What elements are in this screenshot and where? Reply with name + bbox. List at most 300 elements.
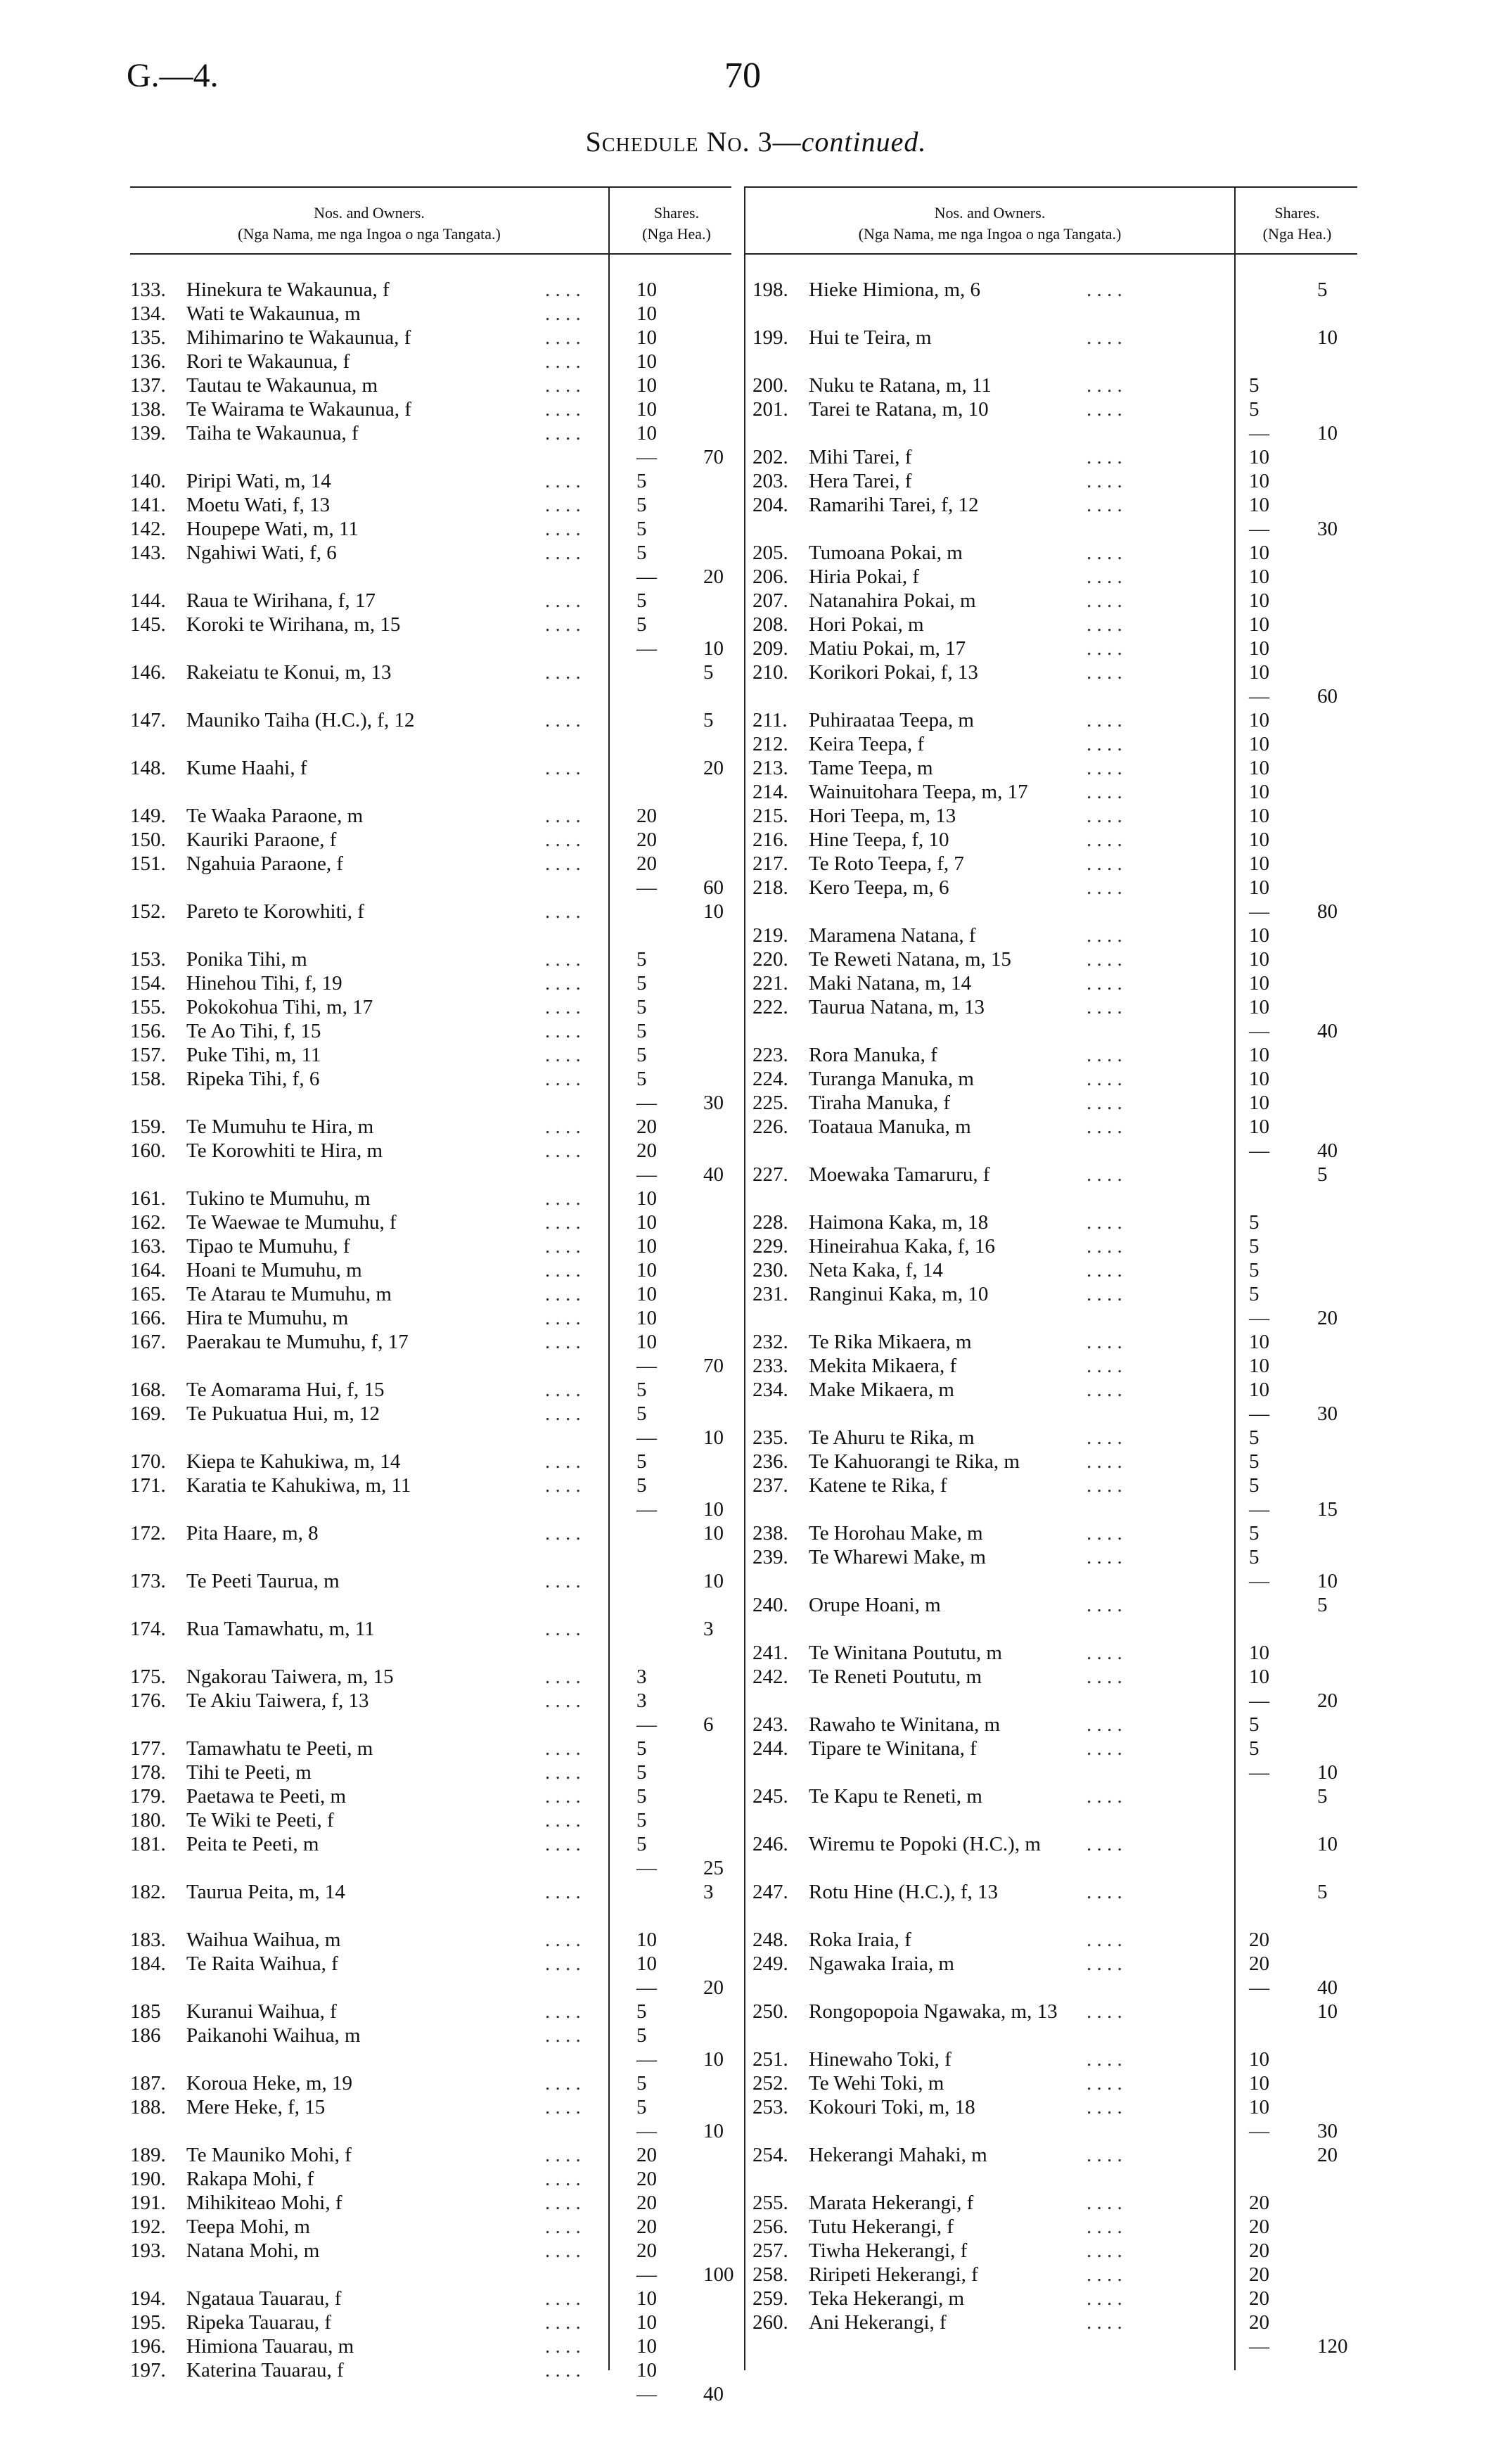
owner-number: 217. xyxy=(752,852,788,875)
subtotal-dash: — xyxy=(636,1976,657,1999)
owner-number: 170. xyxy=(130,1450,166,1473)
share-value: 5 xyxy=(1249,1450,1260,1473)
owner-name: Tamawhatu te Peeti, m xyxy=(186,1737,373,1760)
row-spacer xyxy=(752,1617,1357,1641)
owner-row xyxy=(752,1832,1357,1856)
row-spacer xyxy=(130,1641,742,1665)
share-value: 5 xyxy=(636,2000,647,2023)
owner-row xyxy=(130,1258,742,1282)
owner-row xyxy=(130,1115,742,1139)
row-spacer xyxy=(752,1904,1357,1928)
leader-dots: . . . . xyxy=(545,2216,581,2238)
row-spacer xyxy=(130,780,742,804)
owner-name: Tiwha Hekerangi, f xyxy=(809,2239,968,2262)
leader-dots: . . . . xyxy=(545,1450,581,1473)
total-value: 20 xyxy=(703,565,724,588)
share-value: 10 xyxy=(636,1331,657,1353)
head-rule-left xyxy=(130,253,731,255)
share-value: 5 xyxy=(1249,1737,1260,1760)
owner-row xyxy=(752,1378,1357,1402)
owner-number: 160. xyxy=(130,1139,166,1162)
owner-name: Ani Hekerangi, f xyxy=(809,2311,947,2334)
owner-number: 220. xyxy=(752,948,788,971)
share-value: 5 xyxy=(636,948,647,971)
owner-number: 188. xyxy=(130,2096,166,2118)
share-value: 20 xyxy=(636,1115,657,1138)
owner-name: Keira Teepa, f xyxy=(809,733,925,755)
owner-row xyxy=(130,2191,742,2215)
owner-row xyxy=(752,1210,1357,1234)
left-shares-header xyxy=(610,203,743,245)
owner-row xyxy=(752,1163,1357,1187)
owner-number: 198. xyxy=(752,279,788,301)
owner-name: Tihi te Peeti, m xyxy=(186,1761,312,1784)
divider-center xyxy=(744,186,745,2370)
owner-number: 200. xyxy=(752,374,788,397)
total-value: 80 xyxy=(1317,900,1338,923)
leader-dots: . . . . xyxy=(1087,1163,1122,1186)
owner-row xyxy=(130,708,742,732)
leader-dots: . . . . xyxy=(1087,1713,1122,1736)
subtotal-dash: — xyxy=(1249,1689,1269,1712)
owner-row xyxy=(752,780,1357,804)
subtotal-dash: — xyxy=(1249,422,1269,445)
schedule-title xyxy=(0,125,1512,158)
share-value: 20 xyxy=(1249,2287,1269,2310)
owner-row xyxy=(130,2334,742,2358)
owner-name: Roka Iraia, f xyxy=(809,1929,911,1951)
owner-number: 209. xyxy=(752,637,788,660)
leader-dots: . . . . xyxy=(1087,542,1122,564)
owner-number: 166. xyxy=(130,1307,166,1329)
owner-row xyxy=(752,1282,1357,1306)
owner-name: Te Wehi Toki, m xyxy=(809,2072,944,2095)
owner-row xyxy=(130,2239,742,2263)
share-value: 10 xyxy=(1249,781,1269,803)
share-value: 10 xyxy=(1249,1044,1269,1066)
subtotal-dash: — xyxy=(1249,1139,1269,1162)
owner-number: 155. xyxy=(130,996,166,1018)
owner-number: 152. xyxy=(130,900,166,923)
owner-row xyxy=(752,732,1357,756)
owner-name: Te Korowhiti te Hira, m xyxy=(186,1139,383,1162)
owner-name: Tarei te Ratana, m, 10 xyxy=(809,398,989,421)
total-value: 10 xyxy=(703,900,724,923)
leader-dots: . . . . xyxy=(545,1187,581,1210)
owner-name: Rawaho te Winitana, m xyxy=(809,1713,1001,1736)
leader-dots: . . . . xyxy=(545,1666,581,1688)
owner-name: Maramena Natana, f xyxy=(809,924,976,947)
total-value: 70 xyxy=(703,446,724,468)
share-value: 5 xyxy=(636,613,647,636)
subtotal-row xyxy=(752,2119,1357,2143)
owner-name: Mekita Mikaera, f xyxy=(809,1355,957,1377)
owner-name: Hera Tarei, f xyxy=(809,470,912,492)
owner-number: 164. xyxy=(130,1259,166,1281)
total-value: 5 xyxy=(1317,1163,1328,1186)
total-value: 10 xyxy=(703,1522,724,1545)
owner-row xyxy=(130,660,742,684)
owner-row xyxy=(752,469,1357,493)
leader-dots: . . . . xyxy=(545,422,581,445)
title-prefix: Schedule No. xyxy=(585,126,750,158)
owner-name: Haimona Kaka, m, 18 xyxy=(809,1211,989,1234)
owner-name: Taurua Peita, m, 14 xyxy=(186,1881,345,1903)
leader-dots: . . . . xyxy=(1087,1785,1122,1808)
subtotal-row xyxy=(752,1402,1357,1426)
owner-name: Matiu Pokai, m, 17 xyxy=(809,637,966,660)
owner-name: Waihua Waihua, m xyxy=(186,1929,341,1951)
owner-number: 135. xyxy=(130,326,166,349)
owner-row xyxy=(752,2143,1357,2167)
owner-number: 154. xyxy=(130,972,166,995)
subtotal-row xyxy=(130,1976,742,2000)
owner-row xyxy=(130,2215,742,2239)
subtotal-dash: — xyxy=(1249,1307,1269,1329)
total-value: 5 xyxy=(1317,279,1328,301)
owner-number: 180. xyxy=(130,1809,166,1832)
owner-number: 139. xyxy=(130,422,166,445)
owner-number: 142. xyxy=(130,518,166,540)
subtotal-row xyxy=(130,876,742,900)
owner-row xyxy=(130,541,742,565)
owner-number: 149. xyxy=(130,805,166,827)
share-value: 10 xyxy=(1249,1666,1269,1688)
row-spacer xyxy=(752,2024,1357,2047)
owner-row xyxy=(130,1210,742,1234)
leader-dots: . . . . xyxy=(1087,996,1122,1018)
total-value: 40 xyxy=(703,2383,724,2405)
row-spacer xyxy=(130,1904,742,1928)
owner-row xyxy=(752,326,1357,350)
shares-label: Shares. xyxy=(1274,204,1320,222)
share-value: 10 xyxy=(636,279,657,301)
owner-name: Ngataua Tauarau, f xyxy=(186,2287,342,2310)
total-value: 60 xyxy=(1317,685,1338,708)
owner-row xyxy=(752,2095,1357,2119)
total-value: 40 xyxy=(1317,1139,1338,1162)
share-value: 5 xyxy=(1249,1211,1260,1234)
leader-dots: . . . . xyxy=(545,900,581,923)
owner-name: Katene te Rika, f xyxy=(809,1474,947,1497)
owner-name: Te Peeti Taurua, m xyxy=(186,1570,340,1592)
owner-row xyxy=(752,1713,1357,1737)
subtotal-dash: — xyxy=(636,2383,657,2405)
owner-name: Maki Natana, m, 14 xyxy=(809,972,972,995)
leader-dots: . . . . xyxy=(545,948,581,971)
share-value: 5 xyxy=(636,972,647,995)
owner-row xyxy=(130,1402,742,1426)
leader-dots: . . . . xyxy=(1087,1092,1122,1114)
owner-name: Te Atarau te Mumuhu, m xyxy=(186,1283,392,1305)
owner-name: Te Raita Waihua, f xyxy=(186,1952,338,1975)
owners-sub: (Nga Nama, me nga Ingoa o nga Tangata.) xyxy=(858,225,1122,243)
subtotal-row xyxy=(130,1856,742,1880)
owner-name: Tumoana Pokai, m xyxy=(809,542,963,564)
leader-dots: . . . . xyxy=(1087,637,1122,660)
leader-dots: . . . . xyxy=(1087,1044,1122,1066)
owner-number: 222. xyxy=(752,996,788,1018)
owner-number: 252. xyxy=(752,2072,788,2095)
share-value: 10 xyxy=(1249,589,1269,612)
owner-name: Rora Manuka, f xyxy=(809,1044,937,1066)
owner-name: Karatia te Kahukiwa, m, 11 xyxy=(186,1474,411,1497)
leader-dots: . . . . xyxy=(1087,1952,1122,1975)
owner-row xyxy=(752,1473,1357,1497)
subtotal-row xyxy=(752,1019,1357,1043)
subtotal-row xyxy=(130,1354,742,1378)
leader-dots: . . . . xyxy=(545,2359,581,2382)
leader-dots: . . . . xyxy=(545,2287,581,2310)
owner-row xyxy=(752,923,1357,947)
owner-name: Te Ao Tihi, f, 15 xyxy=(186,1020,321,1042)
leader-dots: . . . . xyxy=(1087,757,1122,779)
leader-dots: . . . . xyxy=(545,2335,581,2358)
left-owners-header xyxy=(130,203,608,245)
leader-dots: . . . . xyxy=(545,1402,581,1425)
owner-name: Tiraha Manuka, f xyxy=(809,1092,951,1114)
owner-name: Hiria Pokai, f xyxy=(809,565,920,588)
leader-dots: . . . . xyxy=(545,1570,581,1592)
share-value: 10 xyxy=(1249,470,1269,492)
owner-name: Hine Teepa, f, 10 xyxy=(809,829,949,851)
owner-number: 224. xyxy=(752,1068,788,1090)
leader-dots: . . . . xyxy=(1087,2287,1122,2310)
owner-row xyxy=(130,1952,742,1976)
owner-number: 162. xyxy=(130,1211,166,1234)
owner-number: 183. xyxy=(130,1929,166,1951)
leader-dots: . . . . xyxy=(545,1689,581,1712)
subtotal-dash: — xyxy=(636,446,657,468)
share-value: 5 xyxy=(1249,1713,1260,1736)
owner-number: 234. xyxy=(752,1379,788,1401)
share-value: 10 xyxy=(636,1259,657,1281)
leader-dots: . . . . xyxy=(1087,972,1122,995)
owner-name: Pokokohua Tihi, m, 17 xyxy=(186,996,373,1018)
leader-dots: . . . . xyxy=(1087,2072,1122,2095)
owner-number: 248. xyxy=(752,1929,788,1951)
owner-name: Ripeka Tauarau, f xyxy=(186,2311,331,2334)
share-value: 10 xyxy=(636,1929,657,1951)
share-value: 5 xyxy=(636,1068,647,1090)
owner-row xyxy=(752,613,1357,637)
owner-number: 256. xyxy=(752,2216,788,2238)
owner-row xyxy=(752,637,1357,660)
subtotal-row xyxy=(130,637,742,660)
owner-row xyxy=(130,947,742,971)
owner-name: Raua te Wirihana, f, 17 xyxy=(186,589,376,612)
leader-dots: . . . . xyxy=(545,350,581,373)
share-value: 5 xyxy=(636,1402,647,1425)
share-value: 10 xyxy=(1249,948,1269,971)
share-value: 10 xyxy=(1249,565,1269,588)
leader-dots: . . . . xyxy=(1087,733,1122,755)
leader-dots: . . . . xyxy=(545,2311,581,2334)
subtotal-row xyxy=(130,2119,742,2143)
owner-row xyxy=(752,804,1357,828)
owner-number: 236. xyxy=(752,1450,788,1473)
owner-number: 231. xyxy=(752,1283,788,1305)
owner-number: 213. xyxy=(752,757,788,779)
owner-name: Te Reweti Natana, m, 15 xyxy=(809,948,1011,971)
owner-name: Tutu Hekerangi, f xyxy=(809,2216,954,2238)
total-value: 5 xyxy=(1317,1881,1328,1903)
owner-number: 158. xyxy=(130,1068,166,1090)
subtotal-row xyxy=(130,445,742,469)
owner-number: 214. xyxy=(752,781,788,803)
share-value: 10 xyxy=(1249,829,1269,851)
leader-dots: . . . . xyxy=(1087,805,1122,827)
owner-row xyxy=(752,2239,1357,2263)
owner-name: Hira te Mumuhu, m xyxy=(186,1307,349,1329)
owner-row xyxy=(130,397,742,421)
owner-name: Ngawaka Iraia, m xyxy=(809,1952,954,1975)
owner-number: 243. xyxy=(752,1713,788,1736)
total-value: 5 xyxy=(703,661,714,684)
owner-name: Kiepa te Kahukiwa, m, 14 xyxy=(186,1450,401,1473)
owner-name: Te Mauniko Mohi, f xyxy=(186,2144,352,2166)
owner-number: 191. xyxy=(130,2192,166,2214)
leader-dots: . . . . xyxy=(1087,661,1122,684)
owner-number: 194. xyxy=(130,2287,166,2310)
leader-dots: . . . . xyxy=(1087,470,1122,492)
leader-dots: . . . . xyxy=(545,2000,581,2023)
leader-dots: . . . . xyxy=(545,2024,581,2047)
share-value: 5 xyxy=(636,1450,647,1473)
share-value: 5 xyxy=(636,2024,647,2047)
owner-row xyxy=(752,1234,1357,1258)
total-value: 10 xyxy=(1317,1761,1338,1784)
share-value: 10 xyxy=(1249,1642,1269,1664)
total-value: 60 xyxy=(703,876,724,899)
share-value: 5 xyxy=(636,470,647,492)
owner-row xyxy=(752,1354,1357,1378)
owner-name: Hui te Teira, m xyxy=(809,326,932,349)
owner-name: Te Pukuatua Hui, m, 12 xyxy=(186,1402,380,1425)
leader-dots: . . . . xyxy=(1087,374,1122,397)
leader-dots: . . . . xyxy=(545,1044,581,1066)
share-value: 10 xyxy=(1249,709,1269,731)
leader-dots: . . . . xyxy=(1087,852,1122,875)
owner-row xyxy=(752,971,1357,995)
share-value: 10 xyxy=(1249,446,1269,468)
share-value: 5 xyxy=(1249,374,1260,397)
total-value: 20 xyxy=(1317,1307,1338,1329)
share-value: 10 xyxy=(636,374,657,397)
owner-row xyxy=(130,1808,742,1832)
owner-name: Hieke Himiona, m, 6 xyxy=(809,279,981,301)
owner-number: 133. xyxy=(130,279,166,301)
owner-name: Te Waewae te Mumuhu, f xyxy=(186,1211,397,1234)
leader-dots: . . . . xyxy=(545,1785,581,1808)
owner-name: Hineirahua Kaka, f, 16 xyxy=(809,1235,995,1258)
subtotal-dash: — xyxy=(1249,1020,1269,1042)
owners-label: Nos. and Owners. xyxy=(314,204,425,222)
subtotal-row xyxy=(752,1689,1357,1713)
subtotal-row xyxy=(130,2047,742,2071)
leader-dots: . . . . xyxy=(545,1761,581,1784)
subtotal-dash: — xyxy=(636,2120,657,2142)
subtotal-row xyxy=(752,1569,1357,1593)
owner-number: 187. xyxy=(130,2072,166,2095)
owner-row xyxy=(130,1450,742,1473)
subtotal-dash: — xyxy=(636,565,657,588)
total-value: 10 xyxy=(1317,1570,1338,1592)
owner-name: Kokouri Toki, m, 18 xyxy=(809,2096,975,2118)
leader-dots: . . . . xyxy=(545,1737,581,1760)
owner-number: 156. xyxy=(130,1020,166,1042)
owner-number: 184. xyxy=(130,1952,166,1975)
owner-name: Wainuitohara Teepa, m, 17 xyxy=(809,781,1028,803)
owner-name: Te Waaka Paraone, m xyxy=(186,805,364,827)
owner-name: Wati te Wakaunua, m xyxy=(186,302,361,325)
owner-row xyxy=(130,1378,742,1402)
subtotal-row xyxy=(130,1497,742,1521)
leader-dots: . . . . xyxy=(1087,279,1122,301)
owner-row xyxy=(130,1067,742,1091)
owner-name: Te Reneti Poututu, m xyxy=(809,1666,982,1688)
owner-name: Ponika Tihi, m xyxy=(186,948,307,971)
owner-name: Rua Tamawhatu, m, 11 xyxy=(186,1618,375,1640)
share-value: 20 xyxy=(636,829,657,851)
owner-number: 169. xyxy=(130,1402,166,1425)
owner-name: Himiona Tauarau, m xyxy=(186,2335,354,2358)
total-value: 30 xyxy=(703,1092,724,1114)
leader-dots: . . . . xyxy=(545,1379,581,1401)
owner-name: Piripi Wati, m, 14 xyxy=(186,470,331,492)
owner-row xyxy=(752,565,1357,589)
leader-dots: . . . . xyxy=(545,518,581,540)
owner-name: Teka Hekerangi, m xyxy=(809,2287,965,2310)
owner-number: 185 xyxy=(130,2000,161,2023)
owner-name: Teepa Mohi, m xyxy=(186,2216,310,2238)
share-value: 20 xyxy=(1249,2263,1269,2286)
owner-row xyxy=(752,2287,1357,2310)
leader-dots: . . . . xyxy=(545,1115,581,1138)
owner-number: 210. xyxy=(752,661,788,684)
owner-row xyxy=(130,1473,742,1497)
owner-number: 233. xyxy=(752,1355,788,1377)
row-spacer xyxy=(130,923,742,947)
owner-name: Kauriki Paraone, f xyxy=(186,829,337,851)
share-value: 5 xyxy=(636,1737,647,1760)
owner-number: 258. xyxy=(752,2263,788,2286)
share-value: 10 xyxy=(636,1283,657,1305)
share-value: 10 xyxy=(1249,613,1269,636)
leader-dots: . . . . xyxy=(545,2072,581,2095)
share-value: 5 xyxy=(636,589,647,612)
subtotal-row xyxy=(752,1139,1357,1163)
owner-name: Nuku te Ratana, m, 11 xyxy=(809,374,992,397)
left-owner-list xyxy=(130,278,742,2406)
right-owner-list xyxy=(752,278,1357,2358)
subtotal-dash: — xyxy=(636,2048,657,2071)
owner-row xyxy=(130,804,742,828)
owner-row xyxy=(752,397,1357,421)
owner-name: Pareto te Korowhiti, f xyxy=(186,900,364,923)
owner-row xyxy=(130,900,742,923)
leader-dots: . . . . xyxy=(545,1020,581,1042)
share-value: 5 xyxy=(1249,398,1260,421)
share-value: 5 xyxy=(636,2072,647,2095)
subtotal-dash: — xyxy=(636,1426,657,1449)
owner-name: Mihikiteao Mohi, f xyxy=(186,2192,342,2214)
total-value: 20 xyxy=(1317,1689,1338,1712)
subtotal-dash: — xyxy=(636,1092,657,1114)
owner-name: Make Mikaera, m xyxy=(809,1379,954,1401)
leader-dots: . . . . xyxy=(1087,2311,1122,2334)
subtotal-row xyxy=(130,1163,742,1187)
